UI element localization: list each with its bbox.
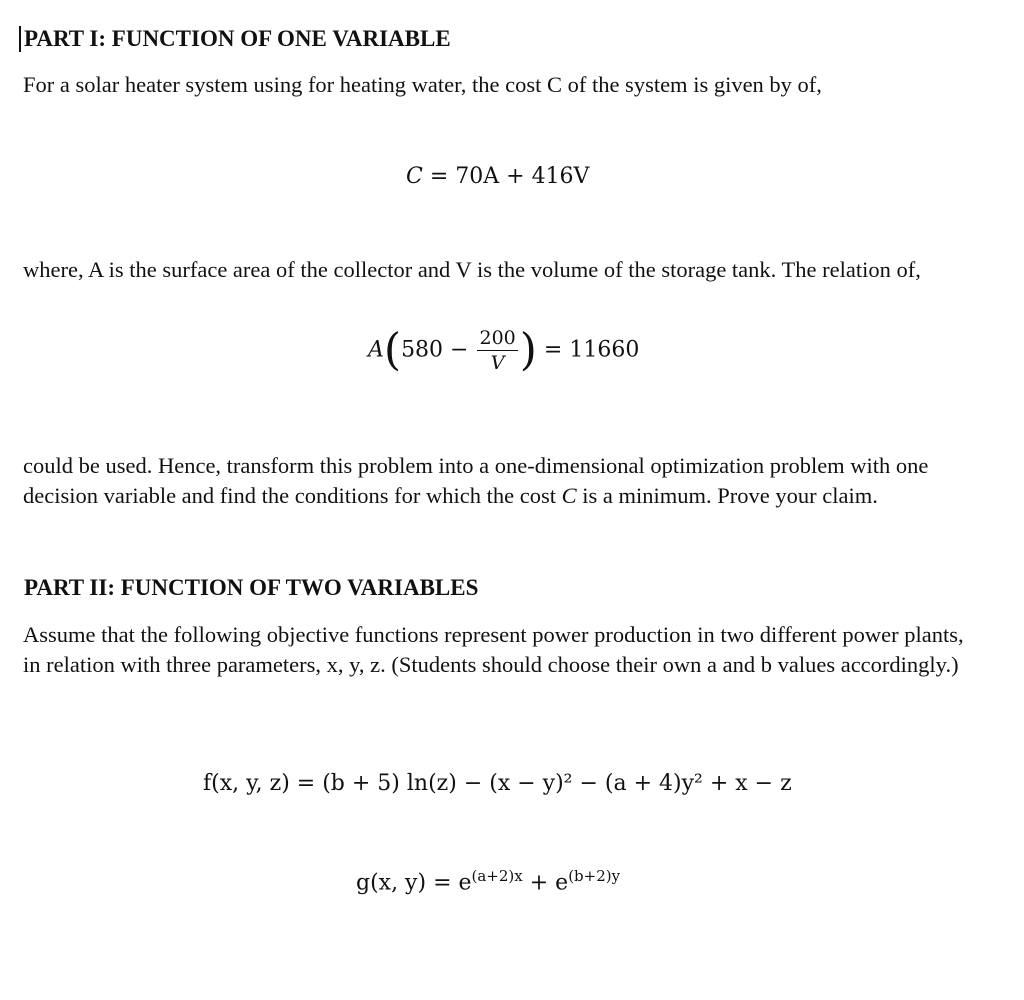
f-equation: f(x, y, z) = (b + 5) ln(z) − (x − y)² − (a + 4)y² + x − z: [203, 771, 792, 796]
cost-var: C: [406, 164, 423, 189]
part1-conclusion: [23, 451, 966, 511]
conclusion-text-2: is a minimum. Prove your claim.: [576, 483, 878, 508]
area-var: A: [368, 337, 384, 363]
relation-rhs: = 11660: [536, 337, 640, 363]
part1-where: where, A is the surface area of the collector and V is the volume of the storage tank. The relation of,: [23, 257, 921, 282]
fraction-denominator: V: [490, 352, 505, 374]
equals-sign: =: [422, 164, 456, 189]
cost-equation: [406, 164, 589, 189]
text-cursor: [19, 26, 21, 52]
g-exponent-1: (a+2)x: [471, 867, 523, 885]
relation-constant: 580 −: [401, 337, 476, 363]
fraction-numerator: 200: [479, 327, 516, 349]
g-equation: [356, 867, 620, 895]
right-paren: ): [519, 324, 537, 376]
left-paren: (: [383, 324, 402, 376]
part2-heading: PART II: FUNCTION OF TWO VARIABLES: [24, 575, 479, 600]
part1-intro: For a solar heater system using for heating water, the cost C of the system is given by of,: [23, 72, 822, 97]
fraction: [477, 326, 517, 375]
relation-equation: [368, 326, 639, 375]
part1-heading: PART I: FUNCTION OF ONE VARIABLE: [24, 26, 451, 51]
g-mid: + e: [522, 870, 569, 896]
cost-rhs: 70A + 416V: [455, 164, 590, 189]
part2-intro: Assume that the following objective functions represent power production in two different power plants, in relation with three parameters, x, y, z. (Students should choose their own a and b values accordingly.): [23, 622, 964, 677]
conclusion-text-1: could be used. Hence, transform this problem into a one-dimensional optimization problem with one decision variable and find the conditions for which the cost: [23, 453, 929, 508]
g-exponent-2: (b+2)y: [568, 867, 621, 885]
g-lhs: g(x, y) = e: [356, 870, 472, 896]
conclusion-var: C: [561, 483, 577, 508]
